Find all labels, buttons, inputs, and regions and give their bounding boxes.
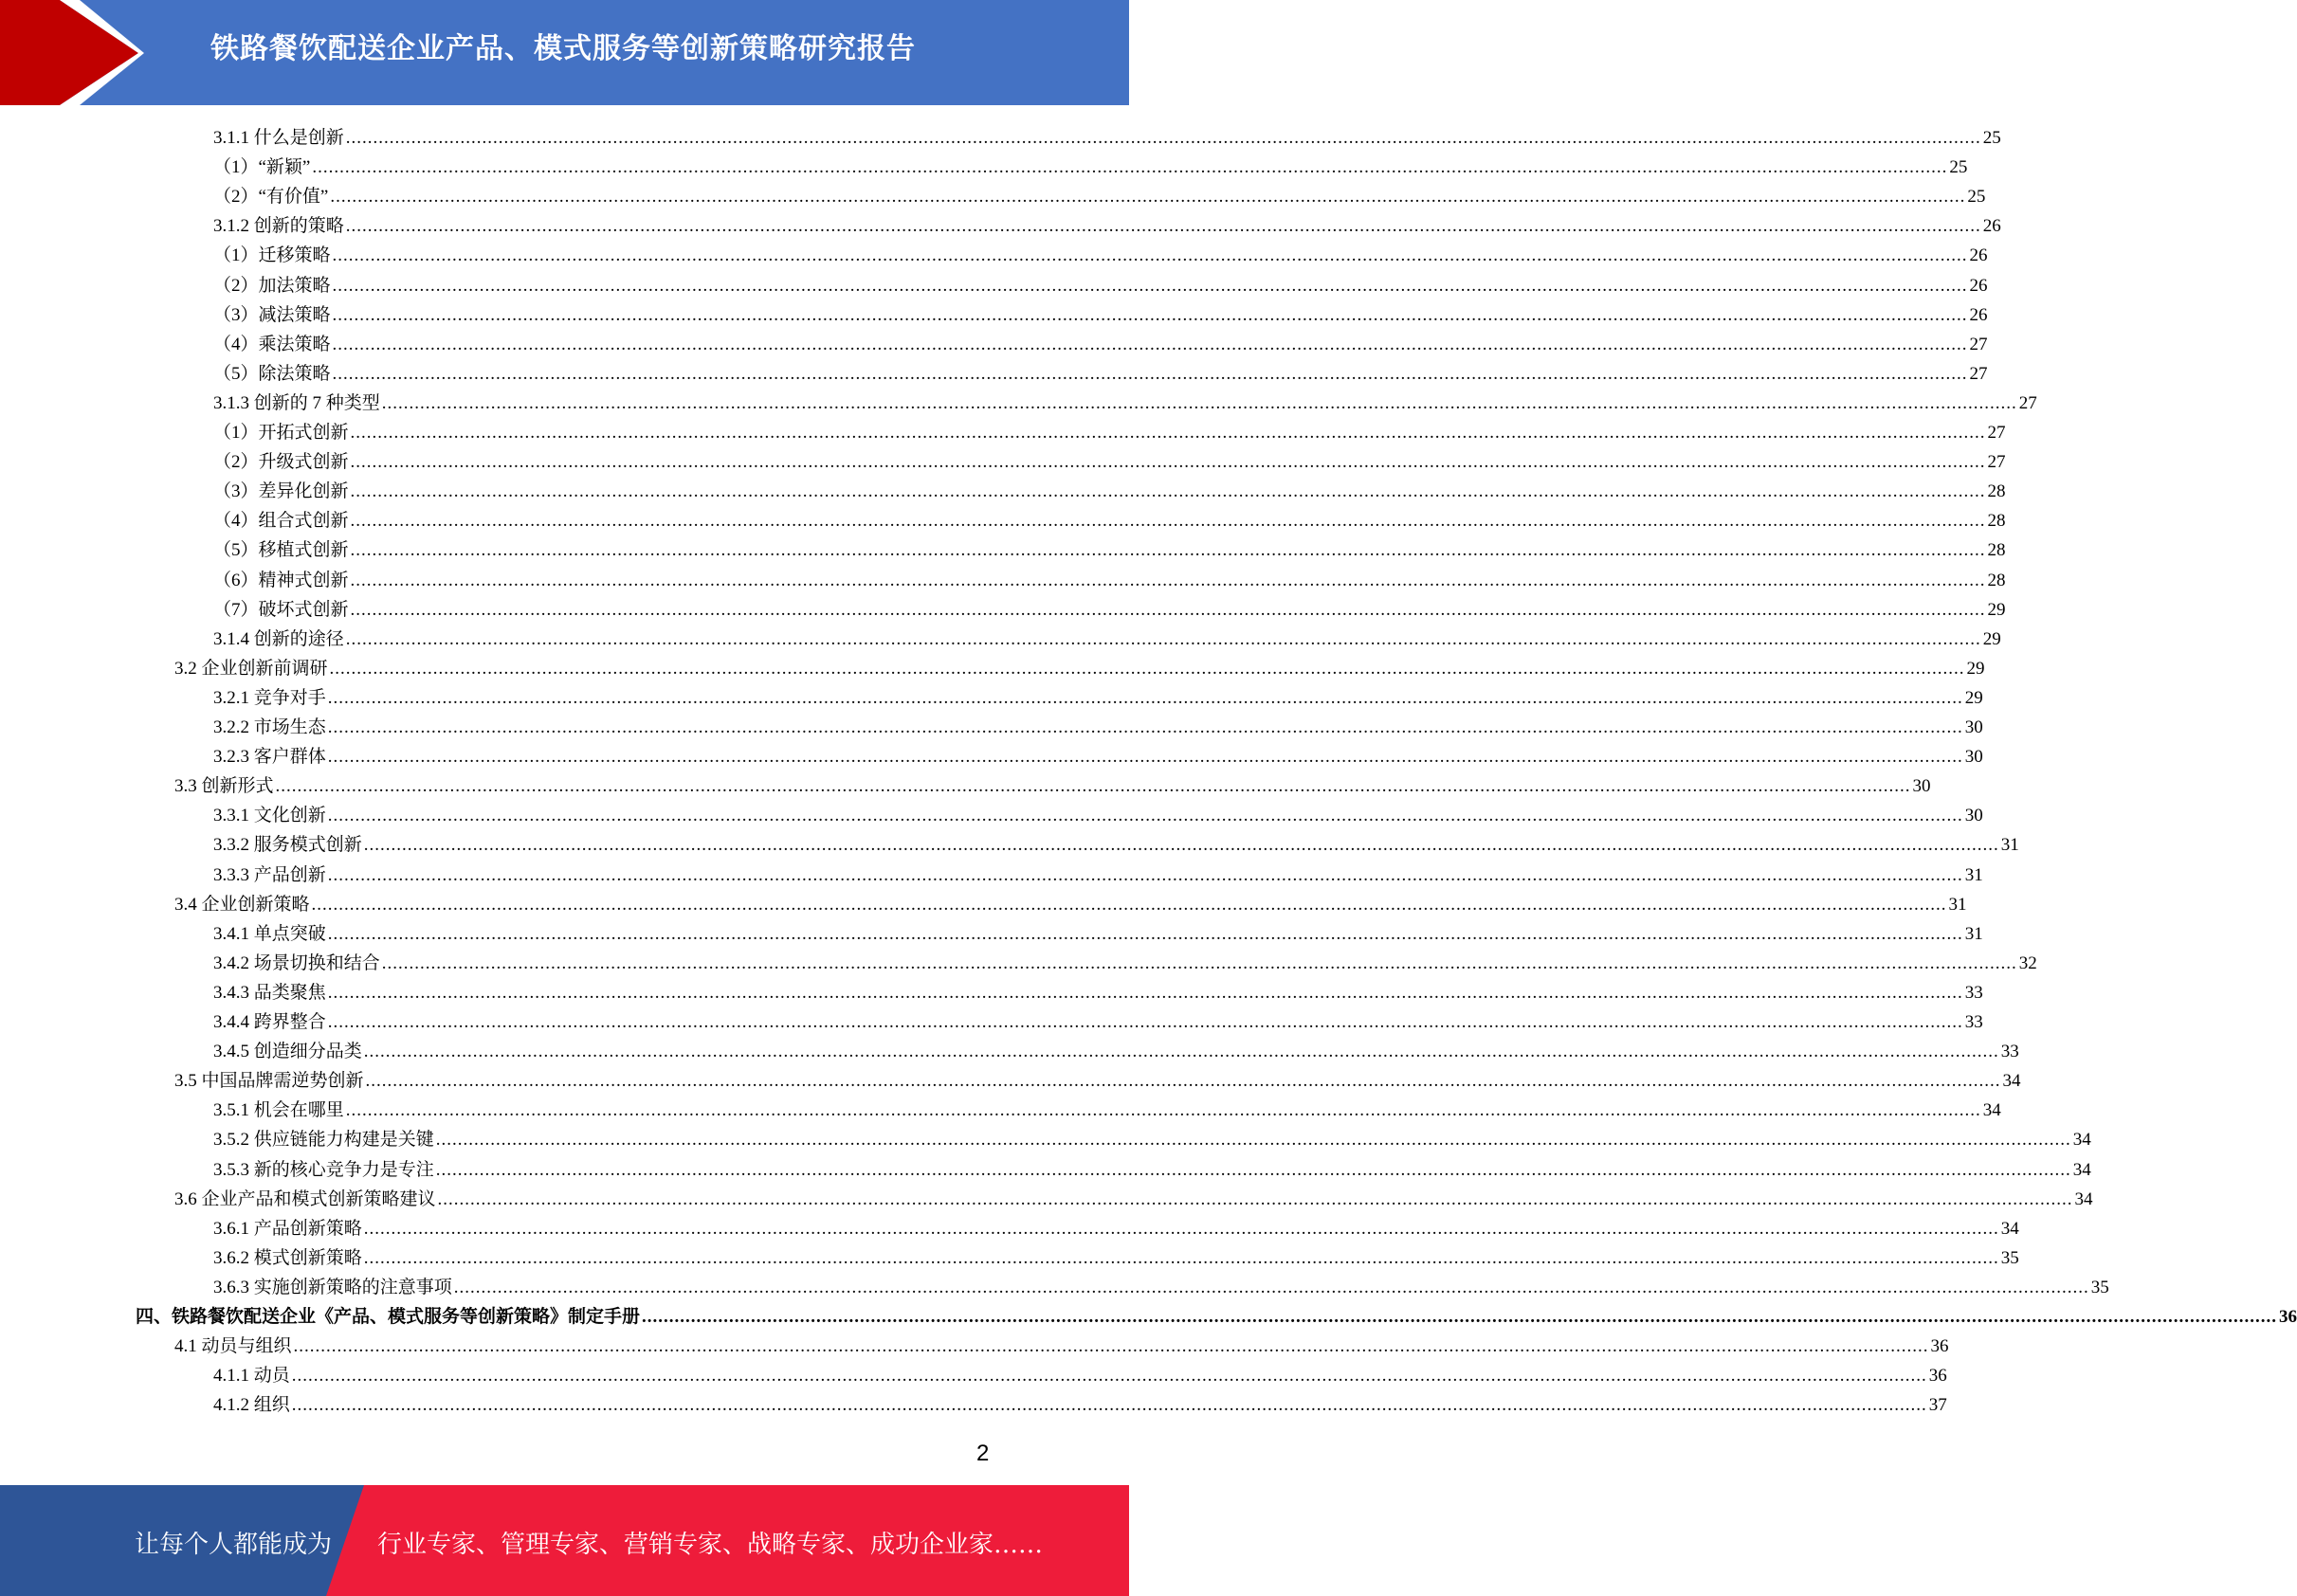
toc-dot-leader: ............................................................................................................................................................................................................................................................................................................ xyxy=(332,245,1968,265)
toc-entry[interactable] xyxy=(213,474,2006,503)
toc-entry[interactable] xyxy=(213,592,2006,622)
toc-entry[interactable] xyxy=(213,946,2037,975)
toc-entry-page: 28 xyxy=(1987,540,2006,560)
toc-entry[interactable] xyxy=(213,503,2006,533)
footer-slogan-left: 让每个人都能成为 xyxy=(135,1531,333,1559)
toc-entry-page: 34 xyxy=(2002,1071,2021,1091)
toc-entry-page: 30 xyxy=(1912,776,1931,796)
toc-entry-page: 34 xyxy=(2000,1219,2019,1239)
toc-dot-leader: ............................................................................................................................................................................................................................................................................................................ xyxy=(332,335,1968,354)
toc-entry-label: 3.5.1 机会在哪里 xyxy=(213,1100,344,1120)
toc-dot-leader: ............................................................................................................................................................................................................................................................................................................ xyxy=(350,511,1986,531)
toc-entry[interactable] xyxy=(213,1241,2019,1270)
toc-dot-leader: ............................................................................................................................................................................................................................................................................................................ xyxy=(350,571,1986,590)
toc-dot-leader: ............................................................................................................................................................................................................................................................................................................ xyxy=(327,688,1963,708)
toc-dot-leader: ............................................................................................................................................................................................................................................................................................................ xyxy=(345,1100,1981,1120)
toc-entry[interactable] xyxy=(174,651,1985,680)
toc-dot-leader: ............................................................................................................................................................................................................................................................................................................ xyxy=(453,1278,2089,1297)
toc-entry-label: （1）开拓式创新 xyxy=(213,423,349,443)
toc-entry-label: （2）“有价值” xyxy=(213,187,329,207)
toc-entry-label: 3.1.3 创新的 7 种类型 xyxy=(213,393,380,413)
toc-dot-leader: ............................................................................................................................................................................................................................................................................................................ xyxy=(327,747,1963,767)
toc-entry[interactable] xyxy=(213,1358,1947,1387)
toc-entry[interactable] xyxy=(213,680,1983,710)
toc-entry[interactable] xyxy=(213,710,1983,739)
footer-slogan-right: 行业专家、管理专家、营销专家、战略专家、成功企业家…… xyxy=(377,1531,1044,1559)
toc-entry-label: 3.6 企业产品和模式创新策略建议 xyxy=(174,1189,436,1209)
toc-entry[interactable] xyxy=(174,1329,1949,1358)
toc-dot-leader: ............................................................................................................................................................................................................................................................................................................ xyxy=(363,835,1999,855)
toc-entry-label: 3.2 企业创新前调研 xyxy=(174,659,328,679)
toc-entry-label: （1）“新颖” xyxy=(213,157,311,177)
toc-dot-leader: ............................................................................................................................................................................................................................................................................................................ xyxy=(350,452,1986,472)
toc-entry[interactable] xyxy=(213,327,1988,356)
toc-dot-leader: ............................................................................................................................................................................................................................................................................................................ xyxy=(293,1336,1929,1356)
toc-dot-leader: ............................................................................................................................................................................................................................................................................................................ xyxy=(345,216,1981,236)
toc-entry[interactable] xyxy=(174,1063,2021,1093)
toc-entry[interactable] xyxy=(136,1299,2297,1329)
toc-dot-leader: ............................................................................................................................................................................................................................................................................................................ xyxy=(363,1248,1999,1268)
toc-entry-page: 35 xyxy=(2090,1278,2109,1297)
toc-entry[interactable] xyxy=(213,1034,2019,1063)
toc-entry-page: 28 xyxy=(1987,481,2006,501)
toc-entry[interactable] xyxy=(213,415,2006,444)
toc-entry-label: 3.4.3 品类聚焦 xyxy=(213,983,326,1003)
toc-entry-label: 3.4.1 单点突破 xyxy=(213,924,326,944)
toc-entry-page: 34 xyxy=(1982,1100,2001,1120)
toc-entry[interactable] xyxy=(213,798,1983,827)
toc-entry-page: 28 xyxy=(1987,571,2006,590)
toc-entry-label: （4）乘法策略 xyxy=(213,335,331,354)
toc-dot-leader: ............................................................................................................................................................................................................................................................................................................ xyxy=(381,393,2017,413)
toc-dot-leader: ............................................................................................................................................................................................................................................................................................................ xyxy=(275,776,1911,796)
toc-entry-label: 3.6.2 模式创新策略 xyxy=(213,1248,362,1268)
toc-entry-page: 36 xyxy=(1928,1366,1947,1386)
toc-entry[interactable] xyxy=(213,1005,1983,1034)
page-header xyxy=(0,0,1129,105)
toc-dot-leader: ............................................................................................................................................................................................................................................................................................................ xyxy=(327,983,1963,1003)
toc-dot-leader: ............................................................................................................................................................................................................................................................................................................ xyxy=(327,717,1963,737)
toc-entry-page: 32 xyxy=(2018,953,2037,973)
toc-entry-page: 26 xyxy=(1982,216,2001,236)
toc-dot-leader: ............................................................................................................................................................................................................................................................................................................ xyxy=(350,423,1986,443)
toc-dot-leader: ............................................................................................................................................................................................................................................................................................................ xyxy=(332,364,1968,384)
toc-entry-label: 3.5.3 新的核心竞争力是专注 xyxy=(213,1160,434,1180)
toc-entry-label: 3.4 企业创新策略 xyxy=(174,895,310,915)
toc-entry-label: 3.4.4 跨界整合 xyxy=(213,1012,326,1032)
toc-dot-leader: ............................................................................................................................................................................................................................................................................................................ xyxy=(291,1366,1927,1386)
toc-entry-page: 26 xyxy=(1969,245,1988,265)
toc-entry[interactable] xyxy=(213,356,1988,386)
toc-entry[interactable] xyxy=(174,887,1967,916)
toc-entry[interactable] xyxy=(213,1122,2091,1152)
toc-dot-leader: ............................................................................................................................................................................................................................................................................................................ xyxy=(437,1189,2073,1209)
toc-entry-page: 27 xyxy=(1969,364,1988,384)
toc-dot-leader: ............................................................................................................................................................................................................................................................................................................ xyxy=(312,157,1948,177)
toc-entry-page: 37 xyxy=(1928,1395,1947,1415)
toc-entry[interactable] xyxy=(213,827,2019,857)
toc-entry[interactable] xyxy=(213,1387,1947,1417)
toc-entry[interactable] xyxy=(213,1093,2001,1122)
toc-entry-label: 四、铁路餐饮配送企业《产品、模式服务等创新策略》制定手册 xyxy=(136,1307,641,1327)
toc-entry-label: 3.2.1 竞争对手 xyxy=(213,688,326,708)
toc-entry-label: 3.2.3 客户群体 xyxy=(213,747,326,767)
toc-dot-leader: ............................................................................................................................................................................................................................................................................................................ xyxy=(329,659,1965,679)
toc-entry-label: 3.3.3 产品创新 xyxy=(213,865,326,885)
toc-dot-leader: ............................................................................................................................................................................................................................................................................................................ xyxy=(345,128,1981,148)
toc-entry-label: （6）精神式创新 xyxy=(213,571,349,590)
toc-entry-page: 25 xyxy=(1949,157,1968,177)
toc-dot-leader: ............................................................................................................................................................................................................................................................................................................ xyxy=(381,953,2017,973)
toc-entry-label: （5）移植式创新 xyxy=(213,540,349,560)
toc-entry[interactable] xyxy=(213,298,1988,327)
toc-entry-page: 30 xyxy=(1964,806,1983,825)
toc-entry-label: 4.1.1 动员 xyxy=(213,1366,290,1386)
toc-entry-page: 29 xyxy=(1964,688,1983,708)
toc-dot-leader: ............................................................................................................................................................................................................................................................................................................ xyxy=(363,1219,1999,1239)
toc-entry-label: 3.4.5 创造细分品类 xyxy=(213,1042,362,1061)
toc-entry-page: 28 xyxy=(1987,511,2006,531)
toc-entry[interactable] xyxy=(174,1182,2093,1211)
toc-dot-leader: ............................................................................................................................................................................................................................................................................................................ xyxy=(332,305,1968,325)
toc-entry-label: （3）差异化创新 xyxy=(213,481,349,501)
toc-entry-page: 27 xyxy=(1969,335,1988,354)
toc-entry[interactable] xyxy=(213,386,2037,415)
toc-entry-page: 34 xyxy=(2072,1160,2091,1180)
toc-dot-leader: ............................................................................................................................................................................................................................................................................................................ xyxy=(327,806,1963,825)
toc-dot-leader: ............................................................................................................................................................................................................................................................................................................ xyxy=(350,540,1986,560)
toc-entry-page: 34 xyxy=(2072,1130,2091,1150)
toc-entry-label: 3.4.2 场景切换和结合 xyxy=(213,953,380,973)
toc-entry-page: 36 xyxy=(2279,1307,2297,1327)
toc-entry-label: （1）迁移策略 xyxy=(213,245,331,265)
toc-dot-leader: ............................................................................................................................................................................................................................................................................................................ xyxy=(435,1160,2071,1180)
toc-entry-label: （4）组合式创新 xyxy=(213,511,349,531)
toc-dot-leader: ............................................................................................................................................................................................................................................................................................................ xyxy=(311,895,1947,915)
toc-dot-leader: ............................................................................................................................................................................................................................................................................................................ xyxy=(350,600,1986,620)
toc-entry-page: 26 xyxy=(1969,276,1988,296)
toc-entry-page: 33 xyxy=(1964,983,1983,1003)
toc-entry[interactable] xyxy=(213,858,1983,887)
toc-entry[interactable] xyxy=(213,916,1983,946)
toc-dot-leader: ............................................................................................................................................................................................................................................................................................................ xyxy=(327,865,1963,885)
toc-dot-leader: ............................................................................................................................................................................................................................................................................................................ xyxy=(332,276,1968,296)
toc-entry[interactable] xyxy=(213,268,1988,298)
toc-entry-label: 3.1.4 创新的途径 xyxy=(213,629,344,649)
toc-entry-label: 3.1.1 什么是创新 xyxy=(213,128,344,148)
toc-entry[interactable] xyxy=(213,179,1986,209)
toc-entry-label: 3.3.2 服务模式创新 xyxy=(213,835,362,855)
toc-entry-page: 31 xyxy=(2000,835,2019,855)
toc-entry-label: 3.5 中国品牌需逆势创新 xyxy=(174,1071,364,1091)
toc-entry-label: 3.5.2 供应链能力构建是关键 xyxy=(213,1130,434,1150)
toc-dot-leader: ............................................................................................................................................................................................................................................................................................................ xyxy=(363,1042,1999,1061)
page-footer xyxy=(0,1485,1129,1596)
toc-entry-page: 30 xyxy=(1964,717,1983,737)
toc-entry[interactable] xyxy=(213,444,2006,474)
toc-entry-page: 31 xyxy=(1964,924,1983,944)
toc-entry-label: 4.1 动员与组织 xyxy=(174,1336,292,1356)
toc-entry-label: 4.1.2 组织 xyxy=(213,1395,290,1415)
toc-entry-page: 29 xyxy=(1966,659,1985,679)
toc-entry[interactable] xyxy=(213,622,2001,651)
toc-entry[interactable] xyxy=(213,563,2006,592)
toc-entry-page: 33 xyxy=(2000,1042,2019,1061)
toc-entry[interactable] xyxy=(213,120,2001,150)
toc-entry-label: 3.3 创新形式 xyxy=(174,776,274,796)
toc-entry-page: 25 xyxy=(1982,128,2001,148)
toc-dot-leader: ............................................................................................................................................................................................................................................................................................................ xyxy=(327,1012,1963,1032)
toc-entry-page: 34 xyxy=(2074,1189,2093,1209)
report-title: 铁路餐饮配送企业产品、模式服务等创新策略研究报告 xyxy=(210,32,916,65)
toc-entry[interactable] xyxy=(213,533,2006,562)
toc-entry-page: 33 xyxy=(1964,1012,1983,1032)
toc-entry[interactable] xyxy=(174,769,1931,798)
toc-entry-label: 3.3.1 文化创新 xyxy=(213,806,326,825)
toc-entry-page: 29 xyxy=(1987,600,2006,620)
toc-entry-page: 26 xyxy=(1969,305,1988,325)
toc-dot-leader: ............................................................................................................................................................................................................................................................................................................ xyxy=(327,924,1963,944)
toc-entry-label: （5）除法策略 xyxy=(213,364,331,384)
toc-entry-page: 31 xyxy=(1964,865,1983,885)
toc-entry-label: （2）升级式创新 xyxy=(213,452,349,472)
toc-dot-leader: ............................................................................................................................................................................................................................................................................................................ xyxy=(435,1130,2071,1150)
toc-dot-leader: ............................................................................................................................................................................................................................................................................................................ xyxy=(345,629,1981,649)
toc-entry-label: （2）加法策略 xyxy=(213,276,331,296)
toc-entry-page: 31 xyxy=(1948,895,1967,915)
toc-entry[interactable] xyxy=(213,1152,2091,1182)
toc-dot-leader: ............................................................................................................................................................................................................................................................................................................ xyxy=(365,1071,2001,1091)
toc-entry-page: 27 xyxy=(1987,423,2006,443)
toc-entry[interactable] xyxy=(213,975,1983,1005)
toc-entry-label: （7）破坏式创新 xyxy=(213,600,349,620)
toc-entry-page: 30 xyxy=(1964,747,1983,767)
toc-dot-leader: ............................................................................................................................................................................................................................................................................................................ xyxy=(642,1307,2278,1327)
toc-dot-leader: ............................................................................................................................................................................................................................................................................................................ xyxy=(291,1395,1927,1415)
toc-entry-page: 35 xyxy=(2000,1248,2019,1268)
toc-entry[interactable] xyxy=(213,1270,2109,1299)
toc-entry-label: 3.6.1 产品创新策略 xyxy=(213,1219,362,1239)
toc-entry-page: 25 xyxy=(1967,187,1986,207)
toc-entry-page: 27 xyxy=(2018,393,2037,413)
toc-entry-label: 3.1.2 创新的策略 xyxy=(213,216,344,236)
toc-entry-page: 27 xyxy=(1987,452,2006,472)
toc-entry-page: 36 xyxy=(1930,1336,1949,1356)
toc-dot-leader: ............................................................................................................................................................................................................................................................................................................ xyxy=(350,481,1986,501)
toc-entry[interactable] xyxy=(213,150,1968,179)
toc-entry-label: （3）减法策略 xyxy=(213,305,331,325)
page-number: 2 xyxy=(976,1441,990,1466)
toc-entry-label: 3.6.3 实施创新策略的注意事项 xyxy=(213,1278,452,1297)
toc-entry[interactable] xyxy=(213,739,1983,769)
toc-entry-label: 3.2.2 市场生态 xyxy=(213,717,326,737)
toc-dot-leader: ............................................................................................................................................................................................................................................................................................................ xyxy=(330,187,1966,207)
toc-entry[interactable] xyxy=(213,238,1988,267)
toc-entry[interactable] xyxy=(213,209,2001,238)
toc-entry-page: 29 xyxy=(1982,629,2001,649)
toc-entry[interactable] xyxy=(213,1211,2019,1241)
